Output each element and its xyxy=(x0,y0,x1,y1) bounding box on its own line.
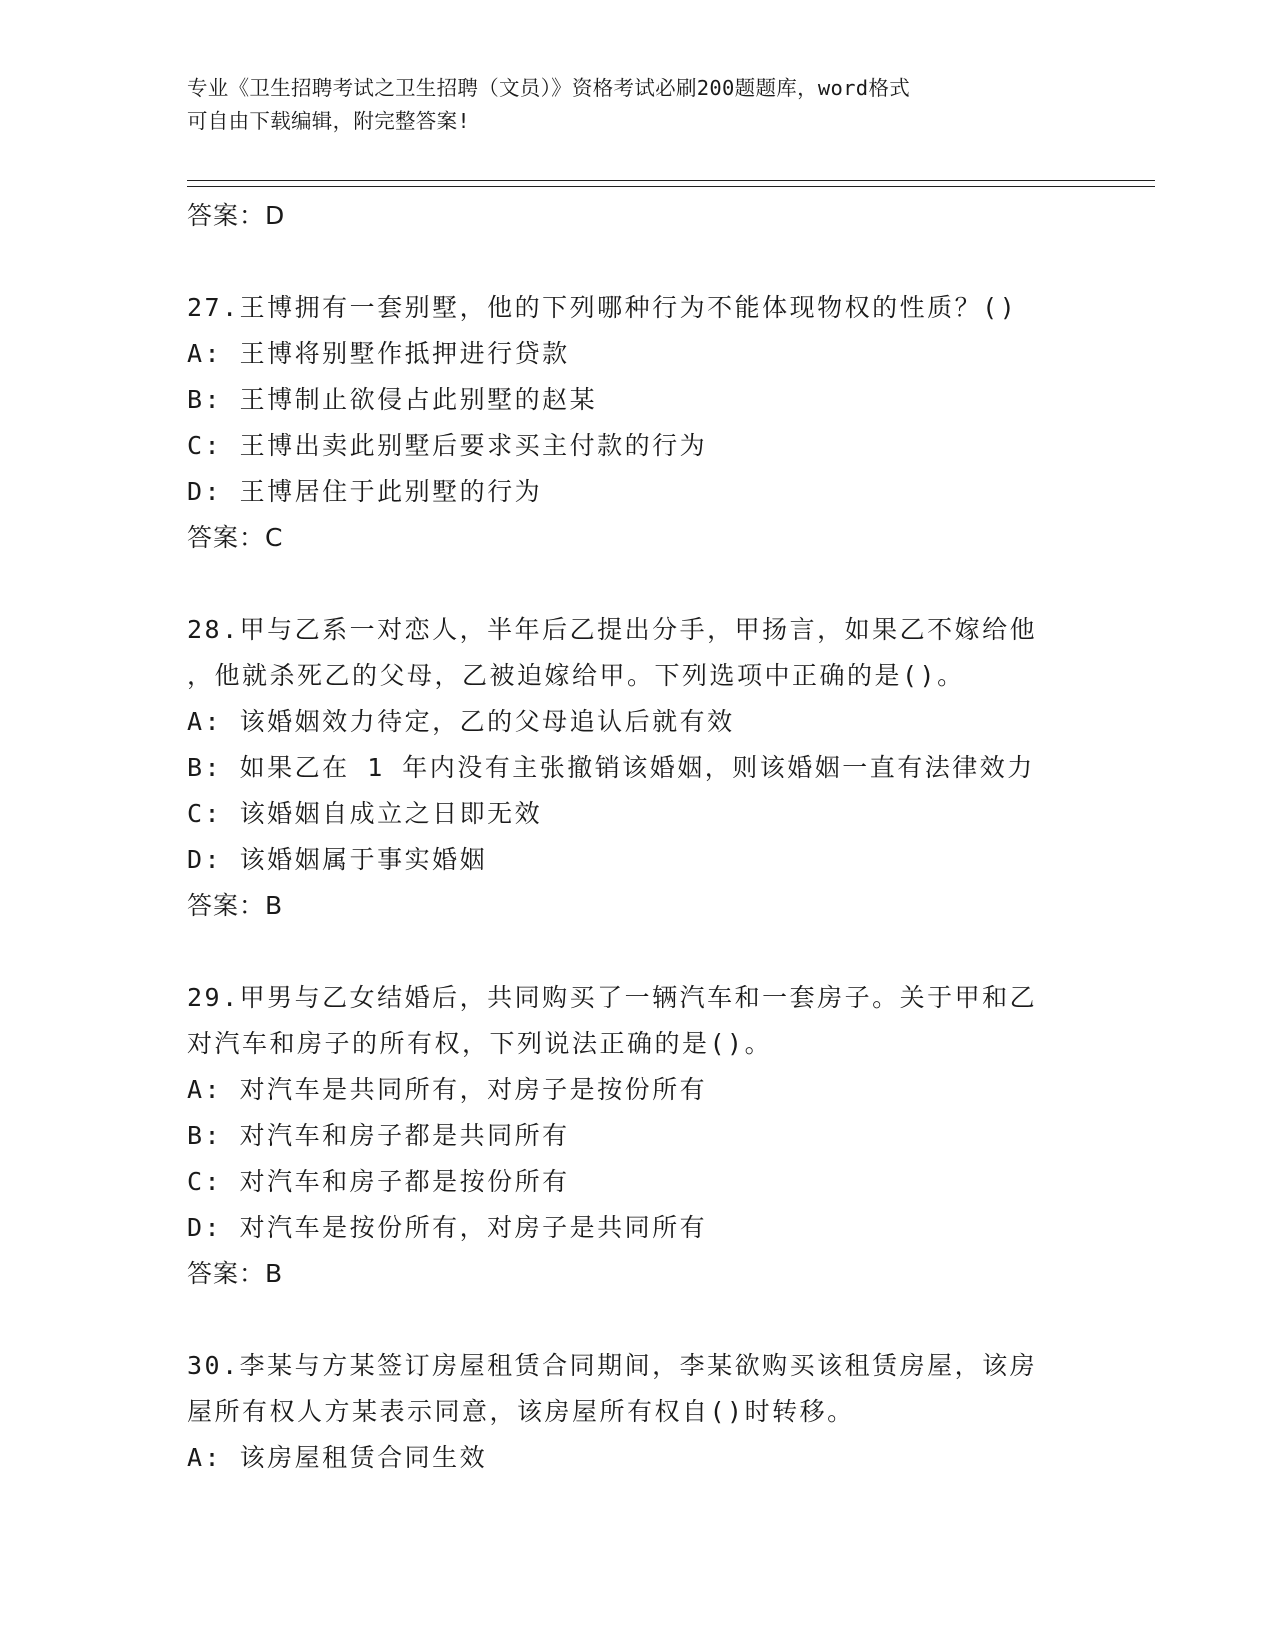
option-d: D: 王博居住于此别墅的行为 xyxy=(187,477,543,506)
question-text: 30.李某与方某签订房屋租赁合同期间，李某欲购买该租赁房屋，该房 xyxy=(187,1351,1038,1380)
answer-line: 答案：B xyxy=(187,891,284,920)
question-30 xyxy=(187,1343,1087,1481)
option-c: C: 该婚姻自成立之日即无效 xyxy=(187,799,543,828)
header-rule-bottom xyxy=(187,186,1155,187)
header-line-1: 专业《卫生招聘考试之卫生招聘（文员）》资格考试必刷200题题库，word格式 xyxy=(187,76,911,100)
option-d: D: 对汽车是按份所有，对房子是共同所有 xyxy=(187,1213,708,1242)
spacer xyxy=(187,1297,1087,1343)
question-text-continued: ，他就杀死乙的父母，乙被迫嫁给甲。下列选项中正确的是()。 xyxy=(187,661,965,690)
question-27 xyxy=(187,285,1087,561)
question-29 xyxy=(187,975,1087,1297)
document-header xyxy=(187,72,1067,138)
option-a: A: 该婚姻效力待定，乙的父母追认后就有效 xyxy=(187,707,735,736)
option-c: C: 王博出卖此别墅后要求买主付款的行为 xyxy=(187,431,708,460)
option-b: B: 对汽车和房子都是共同所有 xyxy=(187,1121,570,1150)
option-a: A: 对汽车是共同所有，对房子是按份所有 xyxy=(187,1075,708,1104)
answer-line: 答案：B xyxy=(187,1259,284,1288)
question-text-continued: 屋所有权人方某表示同意，该房屋所有权自()时转移。 xyxy=(187,1397,855,1426)
header-rule-top xyxy=(187,180,1155,181)
question-list xyxy=(187,193,1087,1481)
spacer xyxy=(187,561,1087,607)
option-a: A: 该房屋租赁合同生效 xyxy=(187,1443,488,1472)
option-b: B: 王博制止欲侵占此别墅的赵某 xyxy=(187,385,598,414)
option-d: D: 该婚姻属于事实婚姻 xyxy=(187,845,488,874)
spacer xyxy=(187,239,1087,285)
question-28 xyxy=(187,607,1087,929)
spacer xyxy=(187,929,1087,975)
option-c: C: 对汽车和房子都是按份所有 xyxy=(187,1167,570,1196)
answer-line: 答案：C xyxy=(187,523,284,552)
question-text: 28.甲与乙系一对恋人，半年后乙提出分手，甲扬言，如果乙不嫁给他 xyxy=(187,615,1038,644)
header-line-2: 可自由下载编辑，附完整答案! xyxy=(187,109,471,133)
question-text: 27.王博拥有一套别墅，他的下列哪种行为不能体现物权的性质？() xyxy=(187,293,1018,322)
question-text: 29.甲男与乙女结婚后，共同购买了一辆汽车和一套房子。关于甲和乙 xyxy=(187,983,1038,1012)
answer-line: 答案：D xyxy=(187,201,286,230)
option-b: B: 如果乙在 1 年内没有主张撤销该婚姻，则该婚姻一直有法律效力 xyxy=(187,753,1035,782)
option-a: A: 王博将别墅作抵押进行贷款 xyxy=(187,339,570,368)
question-text-continued: 对汽车和房子的所有权，下列说法正确的是()。 xyxy=(187,1029,773,1058)
